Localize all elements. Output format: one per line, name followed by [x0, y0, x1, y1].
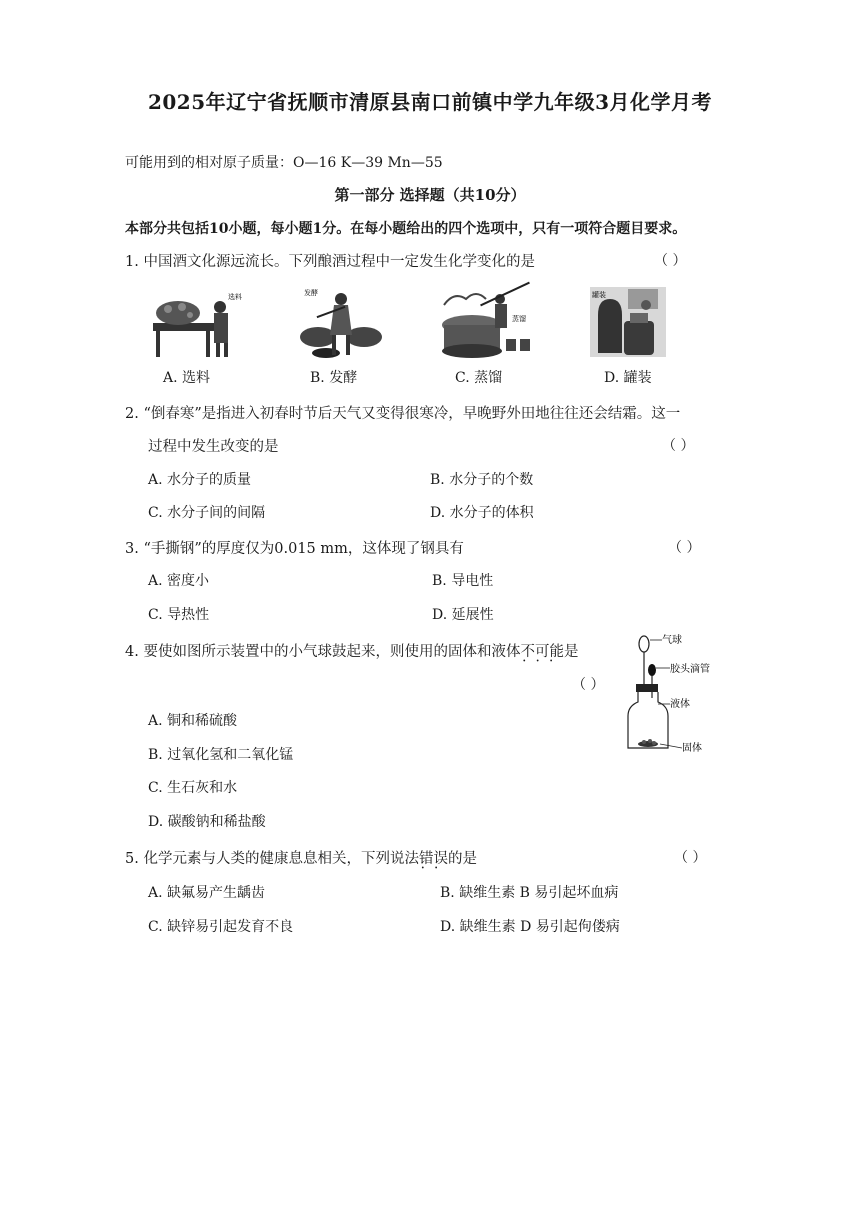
q2-option-a: A. 水分子的质量 — [148, 472, 252, 488]
q3-option-c: C. 导热性 — [148, 607, 210, 623]
q5-stem-post: 的是 — [447, 851, 477, 867]
q4-stem-post: 是 — [563, 644, 579, 660]
q4-apparatus-diagram — [624, 632, 734, 756]
q4-stem-emphasis: 不可能 • • • — [520, 644, 564, 660]
balloon-shape — [639, 636, 649, 652]
q3-stem: 3. “手撕钢”的厚度仅为0.015 mm，这体现了钢具有 — [125, 541, 464, 557]
q2-stem-line1: 2. “倒春寒”是指进入初春时节后天气又变得很寒冷，早晚野外田地往往还会结霜。这一 — [125, 406, 681, 422]
q1-image-c-label: 蒸馏 — [512, 315, 526, 323]
q1-image-d-canning — [588, 285, 668, 360]
q5-stem — [125, 847, 477, 868]
q3-answer-paren: （ ） — [668, 540, 701, 556]
q2-option-c: C. 水分子间的间隔 — [148, 505, 266, 521]
q5-option-c: C. 缺锌易引起发育不良 — [148, 919, 294, 935]
q4-option-b: B. 过氧化氢和二氧化锰 — [148, 747, 294, 763]
q1-image-b-label: 发酵 — [304, 289, 318, 297]
q2-option-b: B. 水分子的个数 — [430, 472, 534, 488]
q4-answer-paren: （ ） — [572, 677, 605, 693]
q1-answer-paren: （ ） — [654, 253, 687, 269]
q4-stem-pre: 4. 要使如图所示装置中的小气球鼓起来，则使用的固体和液体 — [125, 644, 521, 660]
q1-option-a: A. 选料 — [163, 370, 211, 386]
q1-option-d: D. 罐装 — [604, 370, 652, 386]
q1-image-c-distilling — [438, 285, 534, 360]
section-instruction: 本部分共包括10小题，每小题1分。在每小题给出的四个选项中，只有一项符合题目要求。 — [125, 221, 687, 237]
q1-image-a-selecting — [148, 285, 242, 360]
q1-option-b: B. 发酵 — [310, 370, 358, 386]
q2-option-d: D. 水分子的体积 — [430, 505, 534, 521]
q5-stem-emphasis: 错误 • • — [419, 851, 448, 867]
q1-option-c: C. 蒸馏 — [455, 370, 503, 386]
q4-stem — [125, 640, 578, 661]
q1-image-a-label: 选料 — [228, 293, 242, 301]
q5-option-b: B. 缺维生素 B 易引起坏血病 — [440, 885, 619, 901]
q4-option-a: A. 铜和稀硫酸 — [148, 713, 238, 729]
q3-option-a: A. 密度小 — [148, 573, 210, 589]
q4-option-d: D. 碳酸钠和稀盐酸 — [148, 814, 266, 830]
q1-stem: 1. 中国酒文化源远流长。下列酿酒过程中一定发生化学变化的是 — [125, 254, 535, 270]
label-dropper: 胶头滴管 — [670, 664, 710, 675]
q1-image-b-fermenting — [296, 285, 386, 360]
label-solid: 固体 — [682, 743, 702, 754]
label-liquid: 液体 — [670, 699, 690, 710]
q1-image-d-label: 罐装 — [592, 291, 606, 299]
page-title: 2025年辽宁省抚顺市清原县南口前镇中学九年级3月化学月考 — [147, 90, 713, 114]
q5-option-d: D. 缺维生素 D 易引起佝偻病 — [440, 919, 620, 935]
dropper-bulb — [648, 664, 656, 676]
atomic-masses: 可能用到的相对原子质量：O—16 K—39 Mn—55 — [125, 155, 443, 171]
q5-option-a: A. 缺氟易产生龋齿 — [148, 885, 266, 901]
q2-stem-line2: 过程中发生改变的是 — [148, 439, 279, 455]
q5-answer-paren: （ ） — [674, 850, 707, 866]
q3-option-b: B. 导电性 — [432, 573, 494, 589]
q2-answer-paren: （ ） — [662, 438, 695, 454]
q3-option-d: D. 延展性 — [432, 607, 494, 623]
label-balloon: 气球 — [662, 635, 682, 646]
section-heading: 第一部分 选择题（共10分） — [334, 186, 526, 204]
q4-option-c: C. 生石灰和水 — [148, 780, 238, 796]
q5-stem-pre: 5. 化学元素与人类的健康息息相关，下列说法 — [125, 851, 419, 867]
